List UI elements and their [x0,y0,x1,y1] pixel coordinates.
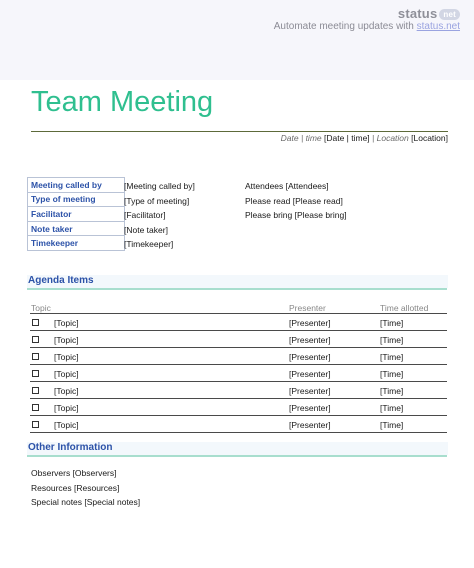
checkbox[interactable] [32,421,39,428]
date-time-location [281,133,448,143]
agenda-topic[interactable]: [Topic] [54,318,79,328]
tagline-text: Automate meeting updates with [273,21,417,32]
agenda-topic[interactable]: [Topic] [54,352,79,362]
agenda-presenter[interactable]: [Presenter] [289,369,331,379]
agenda-topic[interactable]: [Topic] [54,369,79,379]
agenda-presenter[interactable]: [Presenter] [289,335,331,345]
document-title: Team Meeting [31,86,214,118]
agenda-presenter[interactable]: [Presenter] [289,352,331,362]
special-notes[interactable]: Special notes [Special notes] [31,497,141,507]
other-info-heading-rule [27,455,447,457]
column-time-allotted: Time allotted [380,303,429,313]
agenda-row [30,381,447,398]
agenda-presenter[interactable]: [Presenter] [289,403,331,413]
brand-logo[interactable] [398,6,460,21]
agenda-topic[interactable]: [Topic] [54,403,79,413]
label-note-taker: Note taker [28,221,125,236]
meeting-info-values [124,179,195,252]
column-topic: Topic [31,303,51,313]
agenda-row [30,364,447,381]
agenda-time[interactable]: [Time] [380,369,404,379]
other-info-list [31,466,140,510]
checkbox[interactable] [32,404,39,411]
meeting-info-labels [27,177,125,251]
observers[interactable]: Observers [Observers] [31,468,117,478]
agenda-heading-rule [27,288,447,290]
value-meeting-called-by[interactable]: [Meeting called by] [124,181,195,191]
agenda-time[interactable]: [Time] [380,352,404,362]
agenda-presenter[interactable]: [Presenter] [289,318,331,328]
checkbox[interactable] [32,353,39,360]
agenda-heading: Agenda Items [27,275,448,288]
agenda-row [30,415,447,433]
date-label: Date [280,133,299,143]
value-facilitator[interactable]: [Facilitator] [124,210,166,220]
agenda-table [30,313,447,433]
location-value: [Location] [411,133,448,143]
agenda-time[interactable]: [Time] [380,403,404,413]
resources[interactable]: Resources [Resources] [31,482,120,493]
checkbox[interactable] [32,387,39,394]
brand-name: status [397,6,438,21]
please-read[interactable]: Please read [Please read] [245,195,343,206]
label-type-of-meeting: Type of meeting [28,192,125,207]
checkbox[interactable] [32,336,39,343]
agenda-time[interactable]: [Time] [380,420,404,430]
agenda-presenter[interactable]: [Presenter] [289,386,331,396]
agenda-topic[interactable]: [Topic] [54,386,79,396]
agenda-topic[interactable]: [Topic] [54,335,79,345]
brand-badge: net [439,9,460,20]
title-rule [31,131,448,132]
column-presenter: Presenter [289,303,326,313]
tagline-link[interactable]: status.net [416,21,460,32]
label-facilitator: Facilitator [28,207,125,222]
agenda-row [30,313,447,330]
date-sep: | [298,133,306,143]
date-time-value: [Date | time] [324,133,370,143]
checkbox[interactable] [32,370,39,377]
agenda-presenter[interactable]: [Presenter] [289,420,331,430]
time-label: time [305,133,322,143]
agenda-time[interactable]: [Time] [380,318,404,328]
label-timekeeper: Timekeeper [28,236,125,251]
value-type-of-meeting[interactable]: [Type of meeting] [124,195,190,206]
agenda-time[interactable]: [Time] [380,386,404,396]
checkbox[interactable] [32,319,39,326]
value-note-taker[interactable]: [Note taker] [124,224,168,235]
label-meeting-called-by: Meeting called by [28,178,125,193]
meeting-info-right [245,179,347,223]
location-label: Location [376,133,409,143]
attendees[interactable]: Attendees [Attendees] [245,181,329,191]
location-sep: | [369,133,377,143]
agenda-row [30,398,447,415]
please-bring[interactable]: Please bring [Please bring] [245,210,347,220]
agenda-time[interactable]: [Time] [380,335,404,345]
promo-banner [0,0,474,80]
value-timekeeper[interactable]: [Timekeeper] [124,239,174,249]
agenda-topic[interactable]: [Topic] [54,420,79,430]
tagline [274,21,460,32]
other-info-heading: Other Information [27,442,448,455]
agenda-row [30,347,447,364]
agenda-row [30,330,447,347]
